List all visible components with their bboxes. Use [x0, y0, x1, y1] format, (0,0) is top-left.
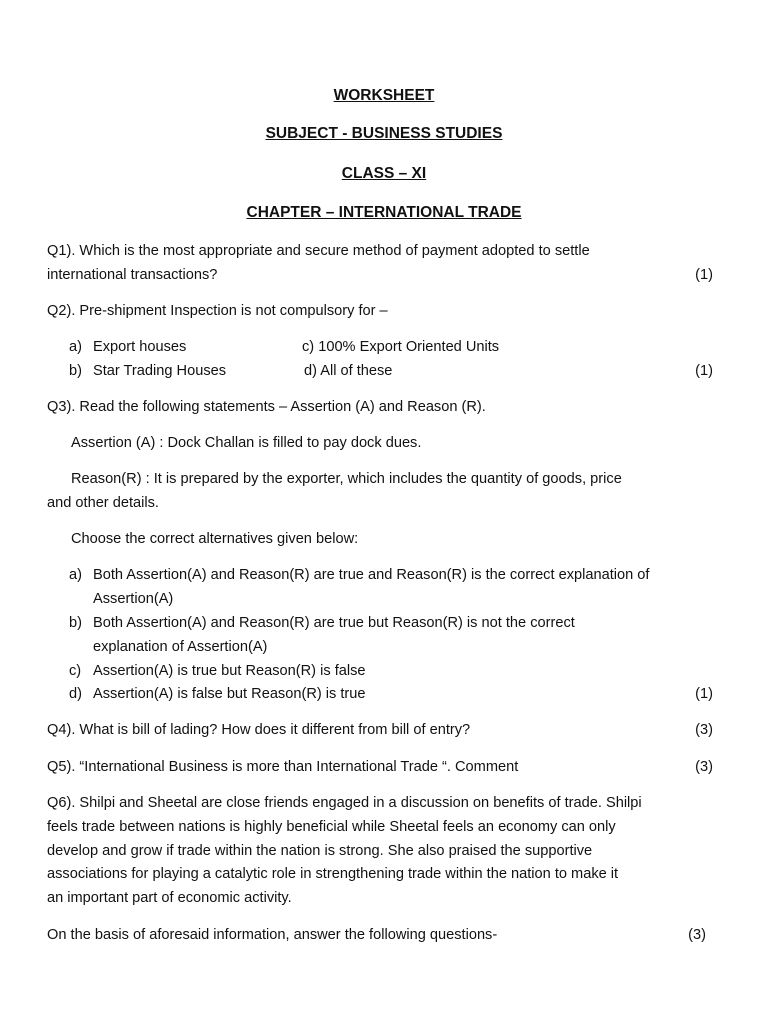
q3-text: Q3). Read the following statements – Assertion (A) and Reason (R). — [47, 399, 486, 415]
q3-assertion: Assertion (A) : Dock Challan is filled to pay dock dues. — [71, 435, 422, 451]
q3-option-c: Assertion(A) is true but Reason(R) is false — [93, 663, 366, 679]
q3-option-d-letter: d) — [69, 686, 82, 702]
q6-text-line1: Q6). Shilpi and Sheetal are close friends engaged in a discussion on benefits of trade. Shilpi — [47, 795, 642, 811]
q4-marks: (3) — [695, 722, 713, 738]
q6-marks: (3) — [688, 927, 706, 943]
chapter-heading: CHAPTER – INTERNATIONAL TRADE — [246, 204, 522, 221]
q1-text-line2: international transactions? — [47, 267, 218, 283]
q6-text-line2: feels trade between nations is highly beneficial while Sheetal feels an economy can only — [47, 819, 616, 835]
q3-marks: (1) — [695, 686, 713, 702]
q6-text-line4: associations for playing a catalytic role in strengthening trade within the nation to make it — [47, 866, 619, 882]
q5-text: Q5). “International Business is more than International Trade “. Comment — [47, 759, 519, 775]
q2-marks: (1) — [695, 363, 713, 379]
q3-option-c-letter: c) — [69, 663, 82, 679]
worksheet-title: WORKSHEET — [333, 87, 435, 104]
q2-option-c: c) 100% Export Oriented Units — [302, 339, 500, 355]
subject-heading: SUBJECT - BUSINESS STUDIES — [265, 125, 503, 142]
class-heading: CLASS – XI — [341, 165, 427, 182]
q2-text: Q2). Pre-shipment Inspection is not compulsory for – — [47, 303, 388, 319]
q6-basis-instruction: On the basis of aforesaid information, answer the following questions- — [47, 927, 498, 943]
q3-option-a-line1: Both Assertion(A) and Reason(R) are true and Reason(R) is the correct explanation of — [93, 567, 650, 583]
q3-option-a-letter: a) — [69, 567, 82, 583]
q1-text-line1: Q1). Which is the most appropriate and secure method of payment adopted to settle — [47, 243, 590, 259]
q3-option-a-line2: Assertion(A) — [93, 591, 174, 607]
q3-option-b-line1: Both Assertion(A) and Reason(R) are true but Reason(R) is not the correct — [93, 615, 575, 631]
q2-option-d: d) All of these — [304, 363, 393, 379]
q3-reason-line1: Reason(R) : It is prepared by the exporter, which includes the quantity of goods, price — [71, 471, 622, 487]
q2-option-a-letter: a) — [69, 339, 82, 355]
q6-text-line5: an important part of economic activity. — [47, 890, 292, 906]
q3-option-b-letter: b) — [69, 615, 82, 631]
q6-text-line3: develop and grow if trade within the nation is strong. She also praised the supportive — [47, 843, 593, 859]
q2-option-b-letter: b) — [69, 363, 82, 379]
q2-option-b: Star Trading Houses — [93, 363, 227, 379]
q2-option-a: Export houses — [93, 339, 187, 355]
q3-reason-line2: and other details. — [47, 495, 159, 511]
q1-marks: (1) — [695, 267, 713, 283]
q3-option-d: Assertion(A) is false but Reason(R) is true — [93, 686, 366, 702]
q4-text: Q4). What is bill of lading? How does it different from bill of entry? — [47, 722, 471, 738]
q3-choose-instruction: Choose the correct alternatives given below: — [71, 531, 359, 547]
q3-option-b-line2: explanation of Assertion(A) — [93, 639, 268, 655]
q5-marks: (3) — [695, 759, 713, 775]
